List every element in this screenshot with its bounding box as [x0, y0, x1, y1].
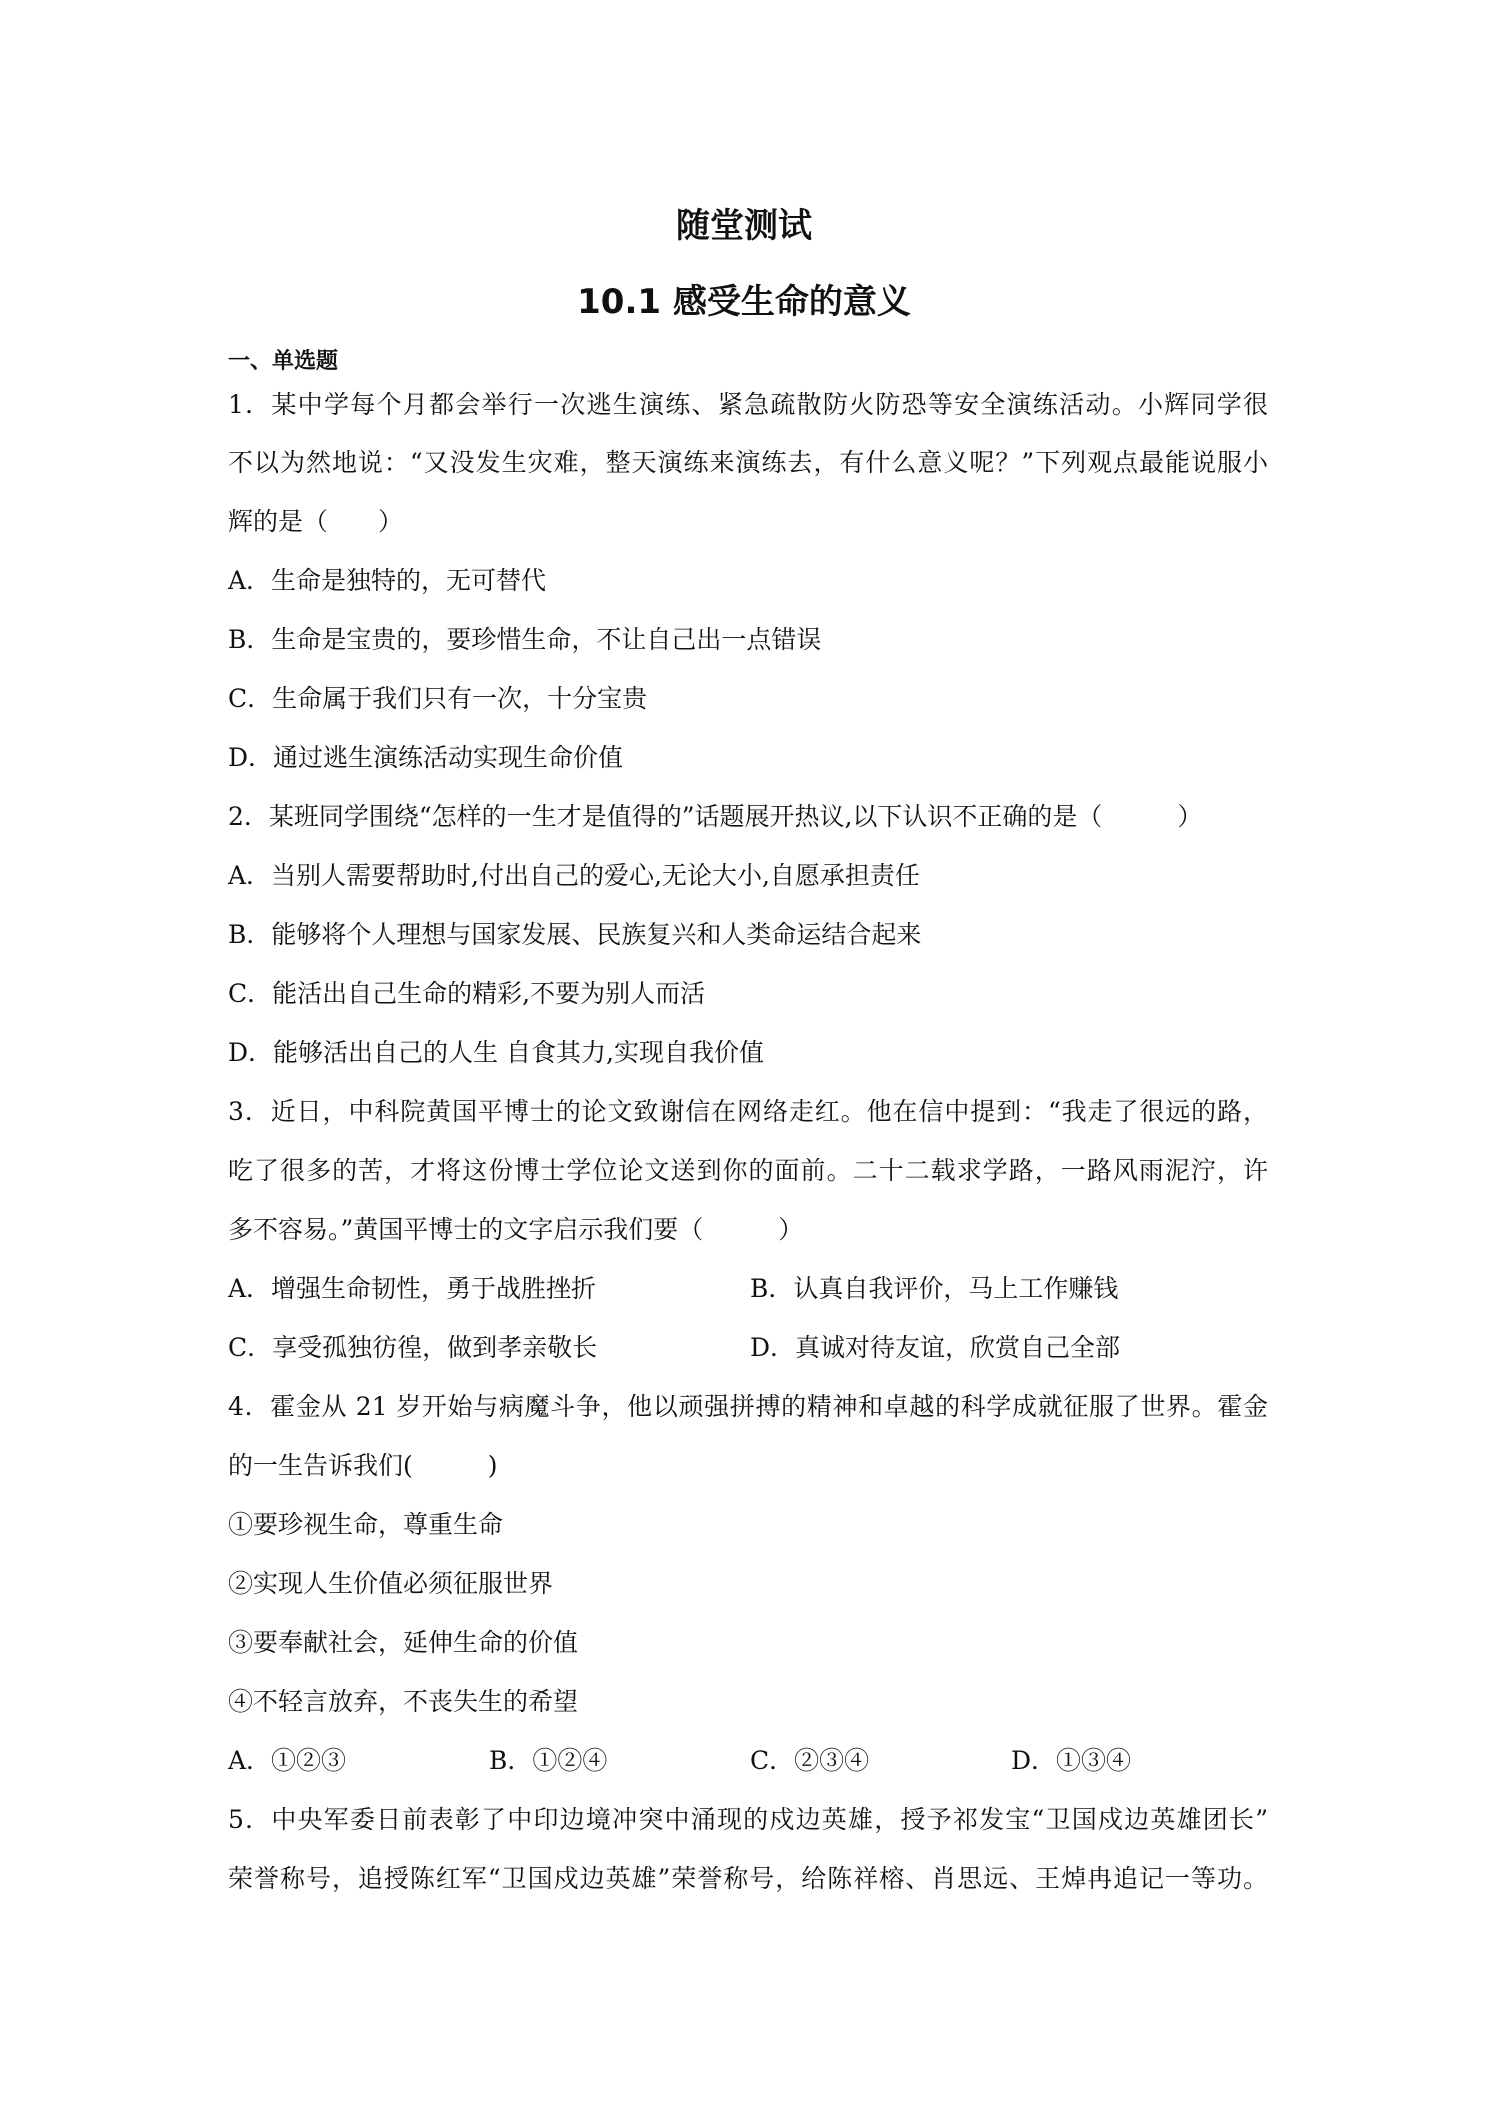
- q5-stem-line2: 荣誉称号，追授陈红军“卫国戍边英雄”荣誉称号，给陈祥榕、肖思远、王焯冉追记一等功。: [228, 1864, 1268, 1893]
- q1-option-a: A．生命是独特的，无可替代: [228, 566, 547, 595]
- q3-option-b: B．认真自我评价，马上工作赚钱: [750, 1274, 1119, 1303]
- q4-statement-2: ②实现人生价值必须征服世界: [228, 1569, 554, 1598]
- section-heading: 一、单选题: [228, 349, 339, 374]
- q2-option-d: D．能够活出自己的人生 自食其力,实现自我价值: [228, 1038, 764, 1067]
- q4-option-d: D．①③④: [1011, 1746, 1132, 1775]
- q2-option-b: B．能够将个人理想与国家发展、民族复兴和人类命运结合起来: [228, 920, 922, 949]
- q3-stem-line2: 吃了很多的苦，才将这份博士学位论文送到你的面前。二十二载求学路，一路风雨泥泞，许: [228, 1156, 1268, 1185]
- q3-option-d: D．真诚对待友谊，欣赏自己全部: [750, 1333, 1121, 1362]
- q4-stem-line1: 4．霍金从 21 岁开始与病魔斗争，他以顽强拼搏的精神和卓越的科学成就征服了世界。霍金: [228, 1392, 1268, 1421]
- q5-stem-line1: 5．中央军委日前表彰了中印边境冲突中涌现的戍边英雄，授予祁发宝“卫国戍边英雄团长”: [228, 1805, 1268, 1834]
- q4-option-c: C．②③④: [750, 1746, 870, 1775]
- q1-option-c: C．生命属于我们只有一次，十分宝贵: [228, 684, 648, 713]
- q1-stem-line2: 不以为然地说：“又没发生灾难，整天演练来演练去，有什么意义呢？”下列观点最能说服小: [228, 448, 1268, 477]
- q3-stem-line1: 3．近日，中科院黄国平博士的论文致谢信在网络走红。他在信中提到：“我走了很远的路，: [228, 1097, 1268, 1126]
- q2-option-c: C．能活出自己生命的精彩,不要为别人而活: [228, 979, 706, 1008]
- q2-stem-line1: 2．某班同学围绕“怎样的一生才是值得的”话题展开热议,以下认识不正确的是（ ）: [228, 802, 1203, 831]
- q1-option-b: B．生命是宝贵的，要珍惜生命，不让自己出一点错误: [228, 625, 822, 654]
- q1-option-d: D．通过逃生演练活动实现生命价值: [228, 743, 624, 772]
- q4-statement-3: ③要奉献社会，延伸生命的价值: [228, 1628, 579, 1657]
- q3-options-row1: [228, 1273, 1268, 1305]
- q3-option-a: A．增强生命韧性，勇于战胜挫折: [228, 1274, 597, 1303]
- q1-stem-line1: 1．某中学每个月都会举行一次逃生演练、紧急疏散防火防恐等安全演练活动。小辉同学很: [228, 390, 1268, 419]
- q4-statement-4: ④不轻言放弃，不丧失生的希望: [228, 1687, 579, 1716]
- q1-stem-line3: 辉的是（ ）: [228, 507, 404, 536]
- q2-option-a: A．当别人需要帮助时,付出自己的爱心,无论大小,自愿承担责任: [228, 861, 920, 890]
- q4-stem-line2: 的一生告诉我们( ): [228, 1451, 498, 1480]
- page-subtitle: 10.1 感受生命的意义: [577, 282, 911, 322]
- q3-stem-line3: 多不容易。”黄国平博士的文字启示我们要（ ）: [228, 1215, 804, 1244]
- q3-option-c: C．享受孤独彷徨，做到孝亲敬长: [228, 1333, 598, 1362]
- q4-option-b: B．①②④: [489, 1746, 608, 1775]
- q4-option-a: A．①②③: [228, 1746, 347, 1775]
- q3-options-row2: [228, 1332, 1268, 1364]
- q4-statement-1: ①要珍视生命，尊重生命: [228, 1510, 504, 1539]
- q4-options-row: [228, 1745, 1268, 1777]
- page-title: 随堂测试: [676, 206, 812, 246]
